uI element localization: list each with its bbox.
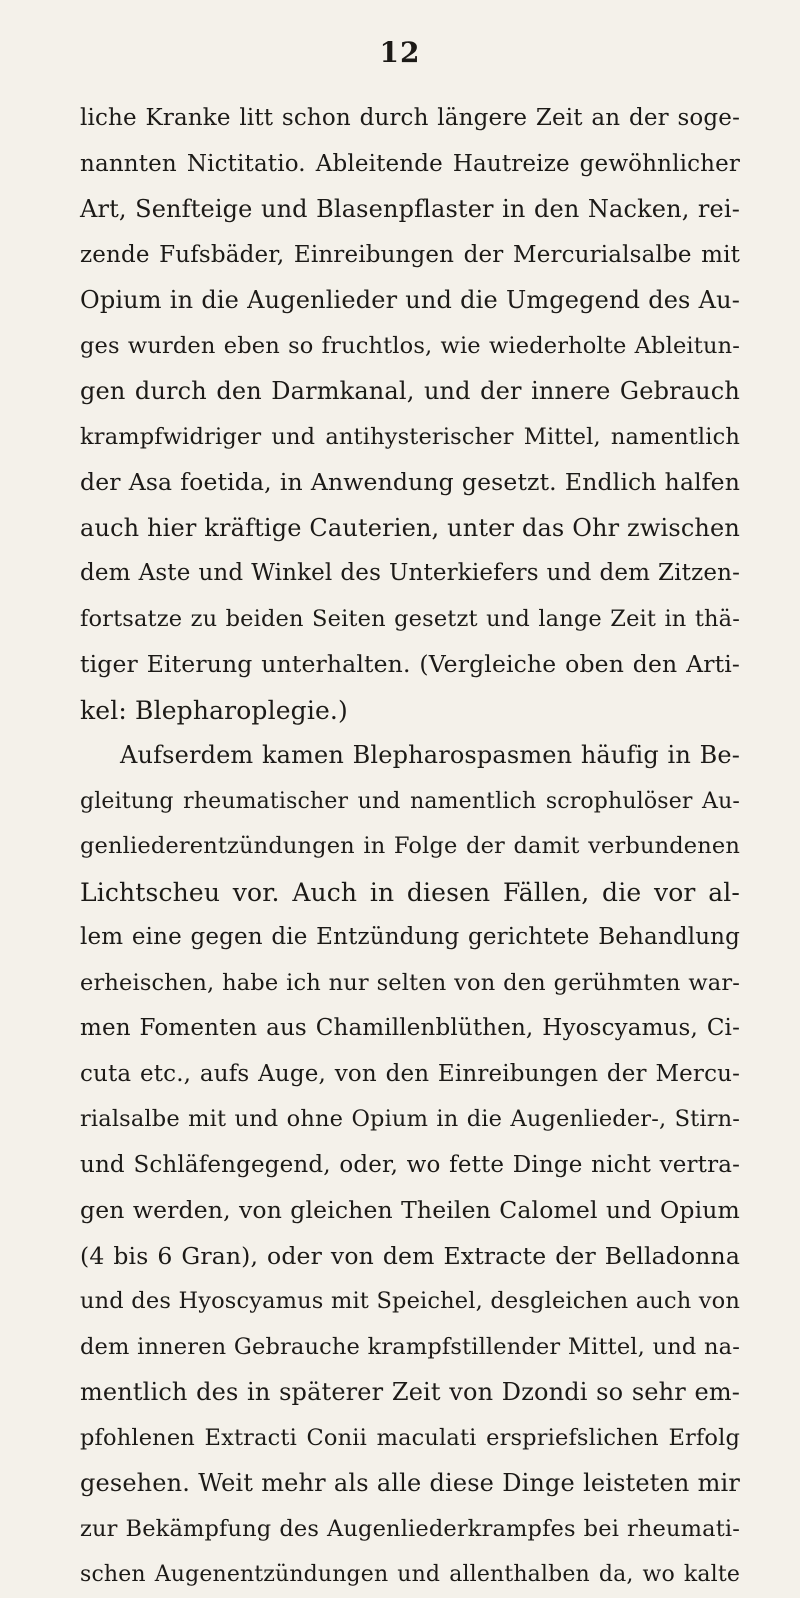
text-line: gen durch den Darmkanal, und der innere Gebrauch	[80, 377, 740, 405]
text-line: Lichtscheu vor. Auch in diesen Fällen, die vor al-	[80, 877, 740, 907]
text-line: auch hier kräftige Cauterien, unter das Ohr zwischen	[80, 513, 740, 542]
text-line: dem Aste und Winkel des Unterkiefers und dem Zitzen-	[80, 560, 740, 586]
text-line: ges wurden eben so fruchtlos, wie wiederholte Ableitun-	[80, 332, 740, 359]
text-line: und des Hyoscyamus mit Speichel, desgleichen auch von	[80, 1288, 740, 1314]
text-line: und Schläfengegend, oder, wo fette Dinge nicht vertra-	[80, 1151, 740, 1178]
text-line: mentlich des in späterer Zeit von Dzondi so sehr em-	[80, 1378, 740, 1406]
text-line: fortsatze zu beiden Seiten gesetzt und lange Zeit in thä-	[80, 605, 740, 632]
text-line: gen werden, von gleichen Theilen Calomel und Opium	[80, 1196, 740, 1224]
text-line: rialsalbe mit und ohne Opium in die Augenlieder-, Stirn-	[80, 1106, 740, 1132]
text-line: genliederentzündungen in Folge der damit verbundenen	[80, 833, 740, 859]
text-line: lem eine gegen die Entzündung gerichtete Behandlung	[80, 924, 740, 950]
text-line: gleitung rheumatischer und namentlich scrophulöser Au-	[80, 788, 740, 814]
text-line: tiger Eiterung unterhalten. (Vergleiche oben den Arti-	[80, 650, 740, 678]
text-line: liche Kranke litt schon durch längere Zeit an der soge-	[80, 105, 740, 131]
text-line: Art, Senfteige und Blasenpflaster in den Nacken, rei-	[80, 195, 740, 223]
paragraph-start-line: Aufserdem kamen Blepharospasmen häufig in Be-	[120, 741, 740, 769]
text-line: gesehen. Weit mehr als alle diese Dinge leisteten mir	[80, 1469, 740, 1497]
text-line: (4 bis 6 Gran), oder von dem Extracte der Belladonna	[80, 1241, 740, 1270]
text-line: nannten Nictitatio. Ableitende Hautreize gewöhnlicher	[80, 150, 740, 177]
page-number: 12	[379, 36, 421, 69]
text-line: der Asa foetida, in Anwendung gesetzt. Endlich halfen	[80, 468, 740, 496]
text-line: pfohlenen Extracti Conii maculati erspriefslichen Erfolg	[80, 1424, 740, 1451]
text-line: dem inneren Gebrauche krampfstillender Mittel, und na-	[80, 1333, 740, 1360]
text-line: kel: Blepharoplegie.)	[80, 695, 348, 725]
text-line: zende Fufsbäder, Einreibungen der Mercurialsalbe mit	[80, 241, 740, 268]
text-line: cuta etc., aufs Auge, von den Einreibungen der Mercu-	[80, 1060, 740, 1087]
text-line: Opium in die Augenlieder und die Umgegend des Au-	[80, 286, 740, 314]
text-line: men Fomenten aus Chamillenblüthen, Hyoscyamus, Ci-	[80, 1015, 740, 1041]
text-line: erheischen, habe ich nur selten von den gerühmten war-	[80, 969, 740, 996]
text-line: krampfwidriger und antihysterischer Mittel, namentlich	[80, 423, 740, 450]
text-line: schen Augenentzündungen und allenthalben da, wo kalte	[80, 1562, 740, 1587]
text-line: zur Bekämpfung des Augenliederkrampfes bei rheumati-	[80, 1515, 740, 1542]
body-text	[80, 96, 740, 1598]
